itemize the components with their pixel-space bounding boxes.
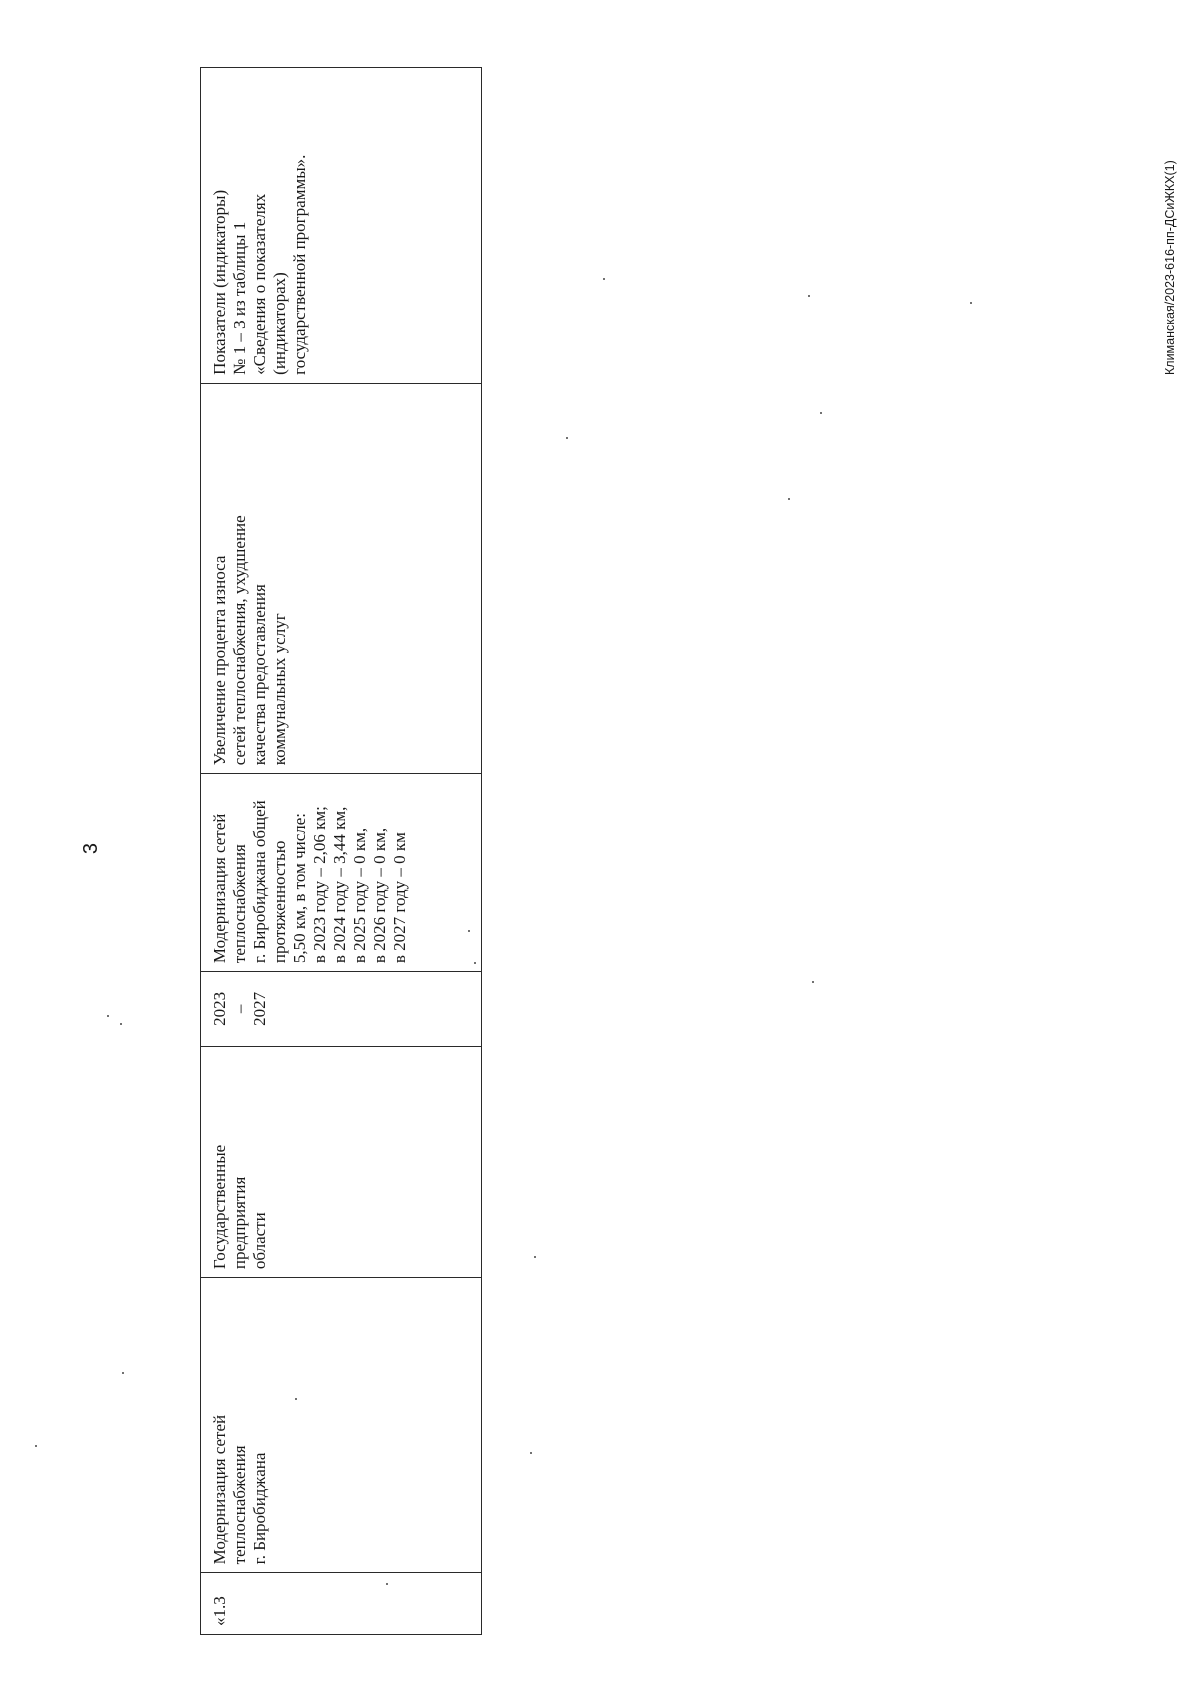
indicator-link-cell	[201, 68, 482, 384]
result-line: Модернизация сетей	[210, 813, 229, 964]
scan-speck	[788, 498, 790, 500]
scan-speck	[820, 412, 822, 414]
expected-result-cell	[201, 774, 482, 972]
scan-speck	[566, 437, 568, 439]
executor-line: предприятия	[230, 1176, 250, 1270]
scan-speck	[107, 1015, 109, 1017]
result-line: в 2025 году – 0 км,	[350, 827, 370, 964]
result-line: в 2026 году – 0 км,	[370, 827, 390, 964]
consequence-cell	[201, 383, 482, 773]
scan-speck	[295, 1398, 297, 1400]
scan-speck	[530, 1452, 532, 1454]
result-line: г. Биробиджана общей	[250, 800, 270, 964]
period-end: 2027	[250, 991, 270, 1026]
program-table	[200, 67, 482, 1635]
scan-speck	[603, 278, 605, 280]
scan-speck	[970, 302, 972, 304]
scan-speck	[386, 1583, 388, 1585]
measure-name-line: Модернизация сетей	[210, 1414, 229, 1565]
result-line: в 2027 году – 0 км	[390, 832, 410, 964]
measure-name-line: г. Биробиджана	[250, 1452, 270, 1565]
executor-line: области	[250, 1212, 270, 1270]
period-start: 2023	[210, 991, 229, 1026]
page-number: 3	[80, 842, 102, 855]
scan-speck	[122, 1372, 124, 1374]
period-cell	[201, 972, 482, 1047]
consequence-line: Увеличение процента износа	[210, 555, 229, 766]
result-line: 5,50 км, в том числе:	[290, 812, 310, 964]
indicator-link-line: Показатели (индикаторы)	[210, 189, 229, 375]
scan-speck	[468, 930, 470, 932]
consequence-line: коммунальных услуг	[270, 613, 290, 766]
consequence-line: качества предоставления	[250, 584, 270, 766]
scan-speck	[812, 981, 814, 983]
indicator-link-line: «Сведения о показателях	[250, 193, 270, 375]
executor-line: Государственные	[210, 1144, 229, 1270]
document-side-label: Климанская/2023-616-пп-ДСиЖКХ(1)	[1163, 160, 1177, 375]
indicator-link-line: (индикаторах)	[270, 272, 290, 375]
row-number: «1.3	[210, 1596, 229, 1626]
scan-speck	[534, 1256, 536, 1258]
indicator-link-line: № 1 – 3 из таблицы 1	[230, 221, 250, 375]
table-row	[201, 68, 482, 1635]
result-line: в 2023 году – 2,06 км;	[310, 806, 330, 964]
result-line: протяженностью	[270, 840, 290, 964]
period-dash: –	[230, 1004, 250, 1014]
scan-speck	[474, 962, 476, 964]
indicator-link-line: государственной программы».	[290, 154, 310, 375]
row-number-cell	[201, 1573, 482, 1635]
executor-cell	[201, 1046, 482, 1277]
consequence-line: сетей теплоснабжения, ухудшение	[230, 515, 250, 766]
scan-speck	[120, 1023, 122, 1025]
scan-speck	[808, 295, 810, 297]
result-line: теплоснабжения	[230, 844, 250, 964]
measure-name-cell	[201, 1278, 482, 1573]
scan-speck	[35, 1445, 37, 1447]
result-line: в 2024 году – 3,44 км,	[330, 806, 350, 964]
measure-name-line: теплоснабжения	[230, 1445, 250, 1565]
